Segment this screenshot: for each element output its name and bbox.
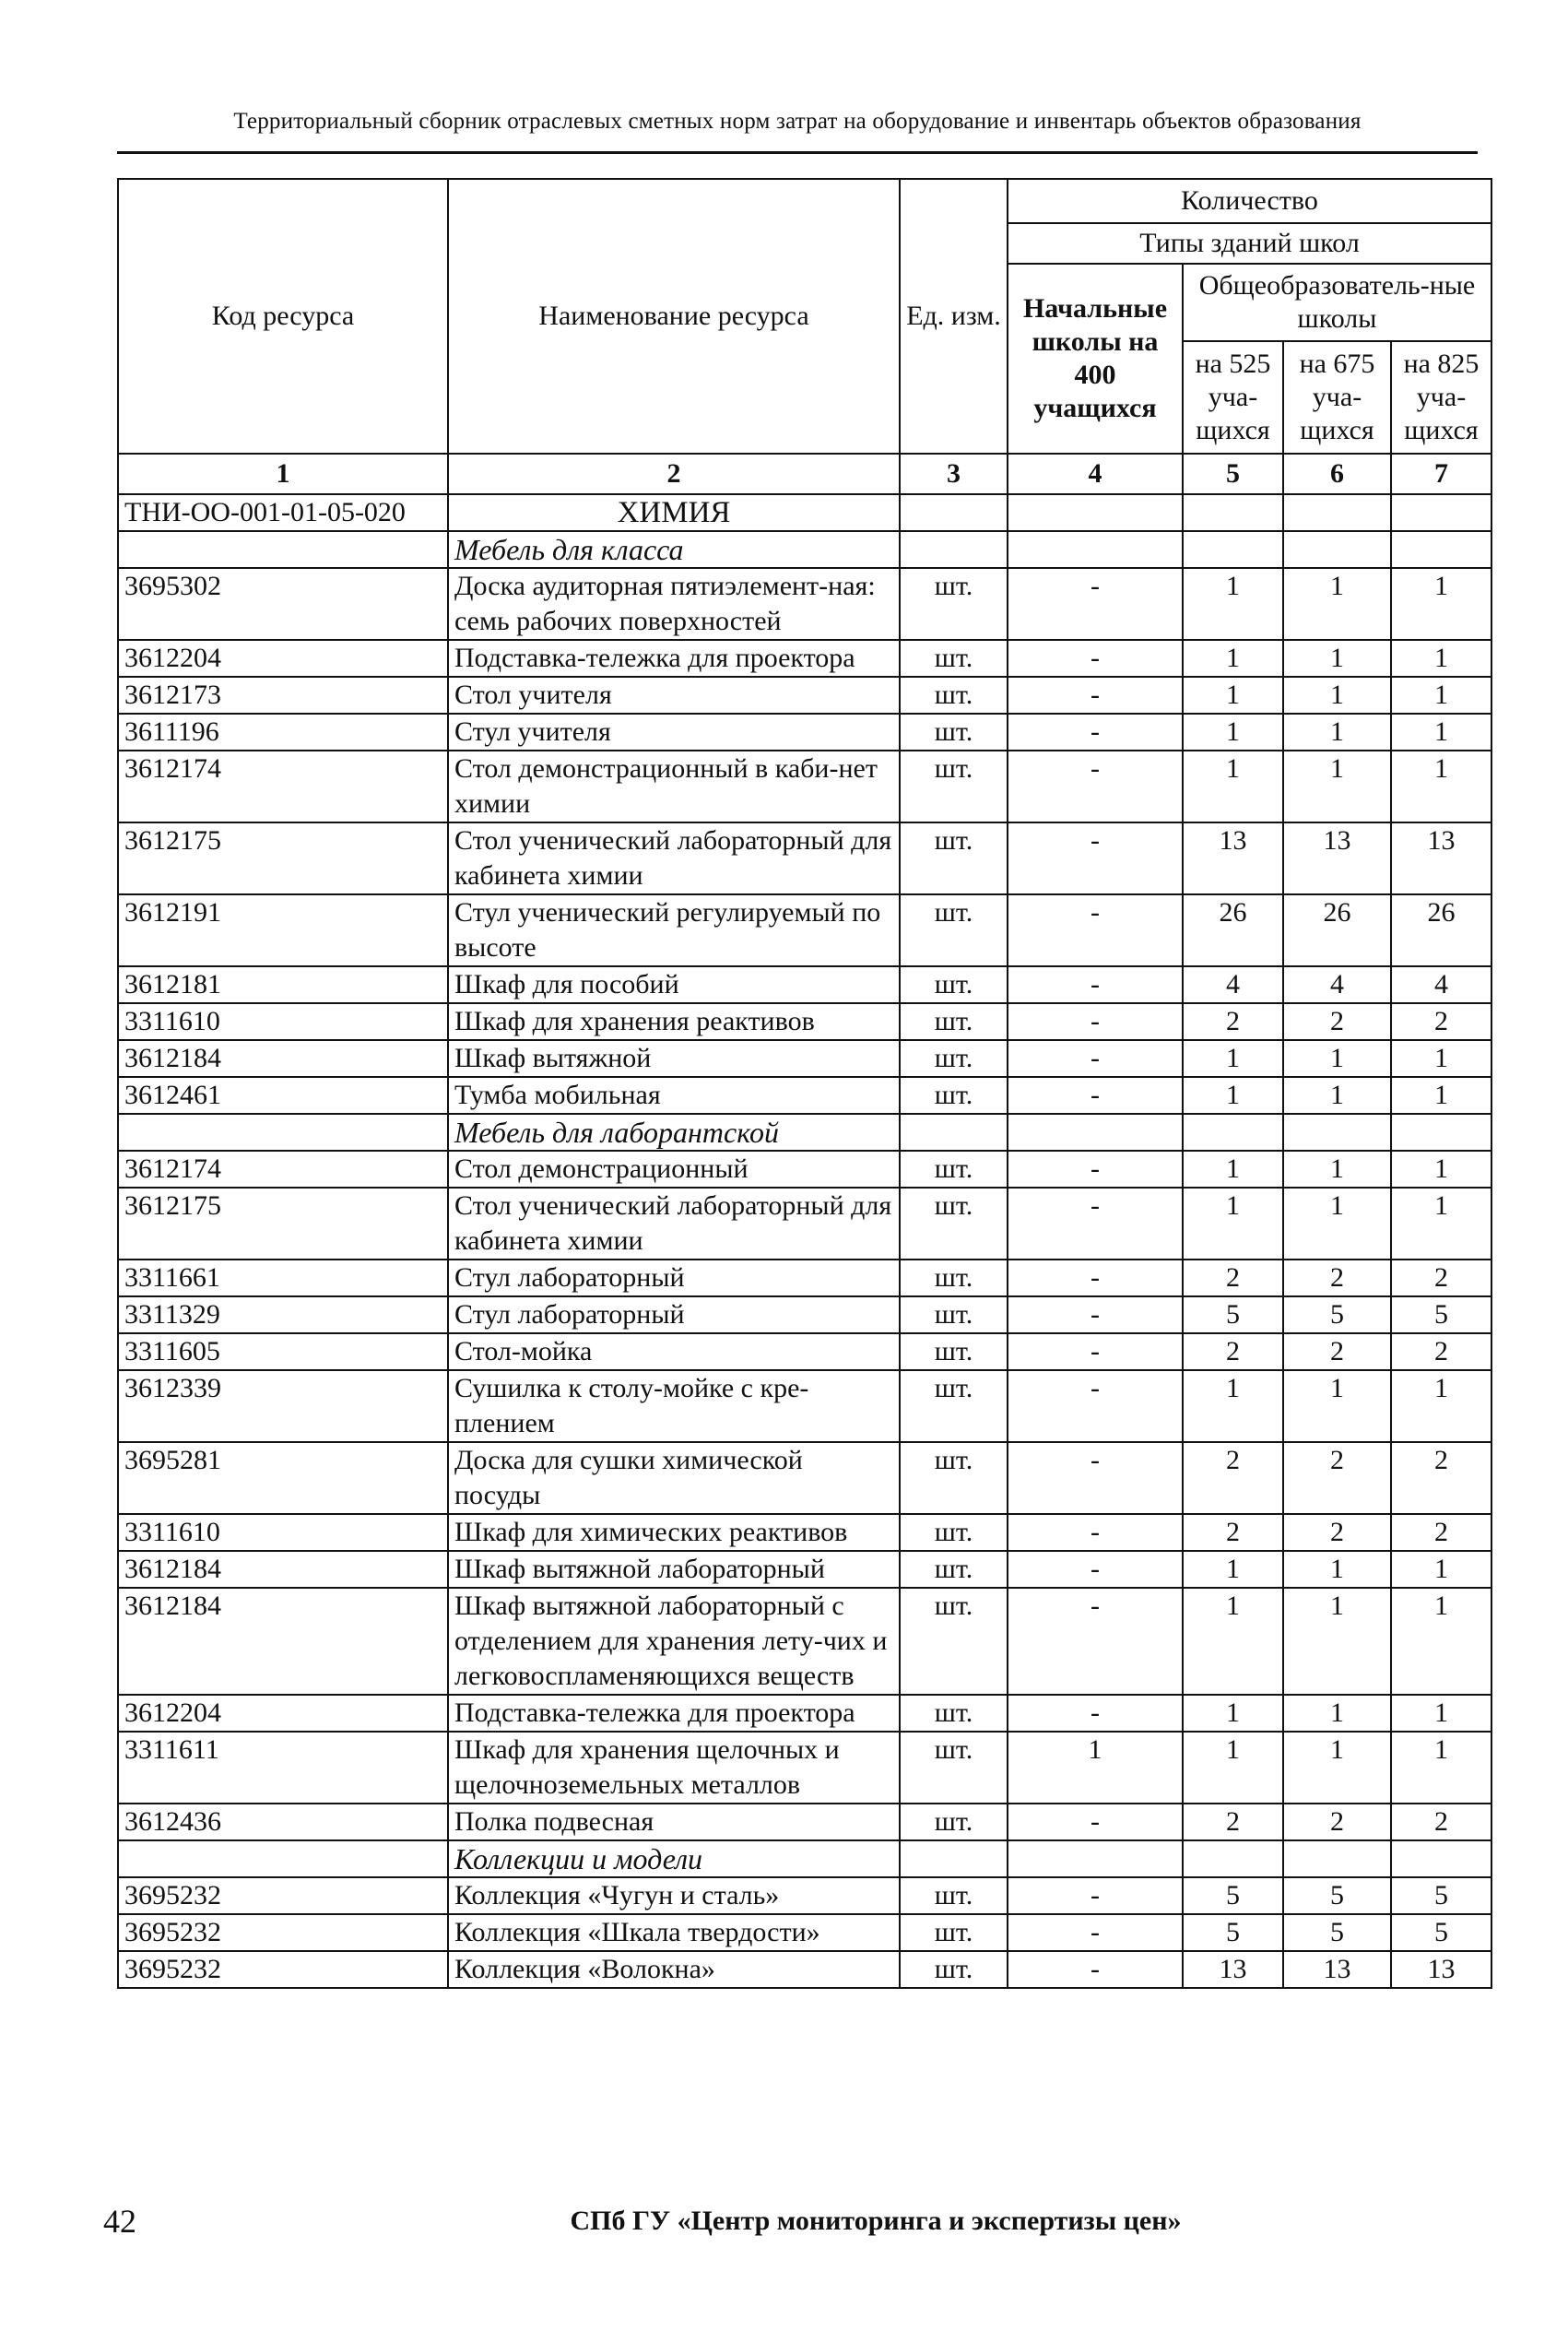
qty-675: 1	[1283, 640, 1391, 677]
footer-organization: СПб ГУ «Центр мониторинга и экспертизы цен»	[570, 2206, 1182, 2236]
qty-825: 2	[1391, 1442, 1491, 1514]
resource-code: 3311329	[118, 1296, 448, 1333]
resource-code: 3612181	[118, 966, 448, 1003]
qty-675: 1	[1283, 568, 1391, 640]
unit: шт.	[900, 1003, 1008, 1040]
qty-825: 5	[1391, 1877, 1491, 1914]
unit: шт.	[900, 1695, 1008, 1732]
unit: шт.	[900, 822, 1008, 894]
qty-825: 2	[1391, 1514, 1491, 1551]
resource-name: Коллекция «Чугун и сталь»	[448, 1877, 900, 1914]
qty-825: 1	[1391, 1077, 1491, 1114]
qty-675: 1	[1283, 677, 1391, 714]
qty-675: 2	[1283, 1514, 1391, 1551]
qty-primary-400: -	[1008, 1077, 1183, 1114]
qty-675: 5	[1283, 1914, 1391, 1951]
header-general-schools: Общеобразователь-ные школы	[1183, 264, 1491, 341]
qty-825: 1	[1391, 1370, 1491, 1442]
qty-primary-400: -	[1008, 1260, 1183, 1296]
resource-name: Доска для сушки химической посуды	[448, 1442, 900, 1514]
qty-675: 13	[1283, 822, 1391, 894]
unit: шт.	[900, 1951, 1008, 1988]
resource-name: Стол учителя	[448, 677, 900, 714]
qty-525: 13	[1183, 822, 1283, 894]
resource-code: 3612175	[118, 1188, 448, 1260]
table-row	[118, 1188, 1491, 1260]
qty-675: 4	[1283, 966, 1391, 1003]
qty-primary-400: 1	[1008, 1732, 1183, 1804]
qty-primary-400: -	[1008, 1442, 1183, 1514]
resource-code: 3612174	[118, 751, 448, 822]
resource-name: Стол демонстрационный в каби-нет химии	[448, 751, 900, 822]
unit: шт.	[900, 1442, 1008, 1514]
resource-name: Тумба мобильная	[448, 1077, 900, 1114]
unit: шт.	[900, 1296, 1008, 1333]
resource-name: Шкаф вытяжной лабораторный с отделением для хранения лету-чих и легковоспламеняющихся веществ	[448, 1588, 900, 1695]
resource-code: 3311610	[118, 1003, 448, 1040]
col-number: 7	[1391, 454, 1491, 494]
qty-primary-400: -	[1008, 1333, 1183, 1370]
resource-code: 3612184	[118, 1040, 448, 1077]
col-number: 6	[1283, 454, 1391, 494]
qty-675: 2	[1283, 1003, 1391, 1040]
qty-675: 1	[1283, 1077, 1391, 1114]
qty-primary-400: -	[1008, 1040, 1183, 1077]
col-number: 4	[1008, 454, 1183, 494]
section-row	[118, 494, 1491, 531]
qty-675: 13	[1283, 1951, 1391, 1988]
qty-primary-400: -	[1008, 894, 1183, 966]
resource-code: 3612174	[118, 1151, 448, 1188]
qty-primary-400: -	[1008, 714, 1183, 751]
qty-primary-400: -	[1008, 1914, 1183, 1951]
resource-code: 3612184	[118, 1588, 448, 1695]
qty-primary-400: -	[1008, 1804, 1183, 1840]
qty-675: 26	[1283, 894, 1391, 966]
resource-name: Шкаф для химических реактивов	[448, 1514, 900, 1551]
qty-825: 5	[1391, 1296, 1491, 1333]
qty-525: 1	[1183, 714, 1283, 751]
qty-525: 4	[1183, 966, 1283, 1003]
table-row	[118, 1588, 1491, 1695]
qty-675: 2	[1283, 1260, 1391, 1296]
table-row	[118, 822, 1491, 894]
qty-825: 1	[1391, 568, 1491, 640]
qty-675: 2	[1283, 1333, 1391, 1370]
resource-code: 3311611	[118, 1732, 448, 1804]
group-row	[118, 1840, 1491, 1877]
header-quantity: Количество	[1008, 179, 1491, 223]
qty-primary-400: -	[1008, 1003, 1183, 1040]
qty-675: 1	[1283, 1040, 1391, 1077]
table-row	[118, 568, 1491, 640]
qty-primary-400: -	[1008, 1514, 1183, 1551]
resource-name: Стул учителя	[448, 714, 900, 751]
qty-525: 1	[1183, 677, 1283, 714]
table-row	[118, 1003, 1491, 1040]
qty-525: 2	[1183, 1003, 1283, 1040]
unit: шт.	[900, 1151, 1008, 1188]
group-title: Коллекции и модели	[448, 1840, 900, 1877]
header-rule	[117, 151, 1478, 154]
resource-code: 3695232	[118, 1914, 448, 1951]
qty-825: 13	[1391, 1951, 1491, 1988]
qty-675: 1	[1283, 1732, 1391, 1804]
qty-primary-400: -	[1008, 1370, 1183, 1442]
qty-525: 5	[1183, 1877, 1283, 1914]
qty-primary-400: -	[1008, 1151, 1183, 1188]
table-row	[118, 640, 1491, 677]
unit: шт.	[900, 1804, 1008, 1840]
unit: шт.	[900, 1370, 1008, 1442]
table-row	[118, 1951, 1491, 1988]
resource-name: Стол ученический лабораторный для кабинета химии	[448, 822, 900, 894]
qty-525: 13	[1183, 1951, 1283, 1988]
qty-675: 5	[1283, 1877, 1391, 1914]
table-row	[118, 677, 1491, 714]
resource-code: 3695232	[118, 1877, 448, 1914]
resource-name: Стол-мойка	[448, 1333, 900, 1370]
qty-825: 1	[1391, 1551, 1491, 1588]
unit: шт.	[900, 894, 1008, 966]
header-unit: Ед. изм.	[900, 179, 1008, 454]
table-row	[118, 751, 1491, 822]
col-number: 1	[118, 454, 448, 494]
group-title: Мебель для класса	[448, 531, 900, 568]
table-row	[118, 1695, 1491, 1732]
qty-primary-400: -	[1008, 1188, 1183, 1260]
resource-code: 3612173	[118, 677, 448, 714]
resource-code: 3311610	[118, 1514, 448, 1551]
resource-name: Шкаф вытяжной	[448, 1040, 900, 1077]
col-number: 3	[900, 454, 1008, 494]
qty-525: 1	[1183, 1551, 1283, 1588]
table-row	[118, 1370, 1491, 1442]
qty-825: 1	[1391, 1732, 1491, 1804]
qty-825: 2	[1391, 1804, 1491, 1840]
table-row	[118, 1333, 1491, 1370]
unit: шт.	[900, 1732, 1008, 1804]
qty-525: 2	[1183, 1514, 1283, 1551]
qty-primary-400: -	[1008, 1951, 1183, 1988]
resource-name: Шкаф для пособий	[448, 966, 900, 1003]
col-number: 5	[1183, 454, 1283, 494]
qty-825: 1	[1391, 1151, 1491, 1188]
table-row	[118, 1040, 1491, 1077]
resource-name: Полка подвесная	[448, 1804, 900, 1840]
unit: шт.	[900, 966, 1008, 1003]
qty-525: 1	[1183, 1695, 1283, 1732]
unit: шт.	[900, 677, 1008, 714]
table-row	[118, 1514, 1491, 1551]
header-825: на 825 уча-щихся	[1391, 341, 1491, 454]
unit: шт.	[900, 1551, 1008, 1588]
qty-525: 1	[1183, 1370, 1283, 1442]
resource-code: 3695281	[118, 1442, 448, 1514]
table-row	[118, 714, 1491, 751]
qty-525: 1	[1183, 1732, 1283, 1804]
qty-primary-400: -	[1008, 568, 1183, 640]
col-number: 2	[448, 454, 900, 494]
unit: шт.	[900, 1077, 1008, 1114]
qty-675: 1	[1283, 1551, 1391, 1588]
qty-825: 2	[1391, 1003, 1491, 1040]
resource-name: Стол ученический лабораторный для кабинета химии	[448, 1188, 900, 1260]
qty-825: 1	[1391, 751, 1491, 822]
qty-825: 26	[1391, 894, 1491, 966]
qty-525: 2	[1183, 1442, 1283, 1514]
resource-code: 3612204	[118, 1695, 448, 1732]
table-row	[118, 1077, 1491, 1114]
qty-525: 1	[1183, 1040, 1283, 1077]
qty-825: 5	[1391, 1914, 1491, 1951]
qty-primary-400: -	[1008, 1551, 1183, 1588]
qty-primary-400: -	[1008, 1877, 1183, 1914]
resource-code: 3612339	[118, 1370, 448, 1442]
resource-name: Подставка-тележка для проектора	[448, 1695, 900, 1732]
resource-name: Шкаф для хранения реактивов	[448, 1003, 900, 1040]
table-row	[118, 1260, 1491, 1296]
qty-primary-400: -	[1008, 1588, 1183, 1695]
qty-primary-400: -	[1008, 640, 1183, 677]
qty-675: 2	[1283, 1442, 1391, 1514]
page-number: 42	[103, 2203, 136, 2240]
resource-code: 3611196	[118, 714, 448, 751]
group-title: Мебель для лаборантской	[448, 1114, 900, 1151]
qty-825: 1	[1391, 1188, 1491, 1260]
qty-675: 1	[1283, 714, 1391, 751]
table-row	[118, 1551, 1491, 1588]
resource-name: Стул лабораторный	[448, 1260, 900, 1296]
header-building-types: Типы зданий школ	[1008, 223, 1491, 264]
qty-825: 13	[1391, 822, 1491, 894]
unit: шт.	[900, 1877, 1008, 1914]
resource-name: Стол демонстрационный	[448, 1151, 900, 1188]
qty-675: 1	[1283, 1695, 1391, 1732]
qty-825: 2	[1391, 1260, 1491, 1296]
unit: шт.	[900, 568, 1008, 640]
unit: шт.	[900, 1514, 1008, 1551]
resource-name: Коллекция «Волокна»	[448, 1951, 900, 1988]
table-row	[118, 1296, 1491, 1333]
qty-primary-400: -	[1008, 822, 1183, 894]
table-row	[118, 1804, 1491, 1840]
section-title: ХИМИЯ	[448, 494, 900, 531]
qty-525: 5	[1183, 1914, 1283, 1951]
resource-code: 3695232	[118, 1951, 448, 1988]
resource-code: 3612184	[118, 1551, 448, 1588]
unit: шт.	[900, 751, 1008, 822]
qty-675: 1	[1283, 1588, 1391, 1695]
resource-name: Сушилка к столу-мойке с кре-плением	[448, 1370, 900, 1442]
header-code: Код ресурса	[118, 179, 448, 454]
qty-525: 2	[1183, 1333, 1283, 1370]
qty-825: 1	[1391, 677, 1491, 714]
table-row	[118, 1914, 1491, 1951]
header-name: Наименование ресурса	[448, 179, 900, 454]
resource-name: Подставка-тележка для проектора	[448, 640, 900, 677]
group-row	[118, 531, 1491, 568]
table-row	[118, 1151, 1491, 1188]
resource-code: 3612204	[118, 640, 448, 677]
qty-primary-400: -	[1008, 966, 1183, 1003]
qty-525: 5	[1183, 1296, 1283, 1333]
unit: шт.	[900, 1333, 1008, 1370]
qty-675: 2	[1283, 1804, 1391, 1840]
qty-primary-400: -	[1008, 1695, 1183, 1732]
resource-name: Коллекция «Шкала твердости»	[448, 1914, 900, 1951]
qty-825: 1	[1391, 1588, 1491, 1695]
qty-525: 2	[1183, 1260, 1283, 1296]
table-row	[118, 1442, 1491, 1514]
qty-825: 1	[1391, 1040, 1491, 1077]
qty-primary-400: -	[1008, 1296, 1183, 1333]
resource-code: 3612436	[118, 1804, 448, 1840]
unit: шт.	[900, 714, 1008, 751]
header-525: на 525 уча-щихся	[1183, 341, 1283, 454]
qty-525: 2	[1183, 1804, 1283, 1840]
header-primary-schools: Начальные школы на 400 учащихся	[1008, 264, 1183, 454]
unit: шт.	[900, 640, 1008, 677]
unit: шт.	[900, 1914, 1008, 1951]
table-row	[118, 1877, 1491, 1914]
qty-primary-400: -	[1008, 677, 1183, 714]
qty-675: 1	[1283, 751, 1391, 822]
resource-code: 3311605	[118, 1333, 448, 1370]
resource-code: 3311661	[118, 1260, 448, 1296]
unit: шт.	[900, 1188, 1008, 1260]
qty-525: 1	[1183, 1588, 1283, 1695]
qty-675: 1	[1283, 1370, 1391, 1442]
column-number-row	[118, 454, 1491, 494]
resource-code: 3612175	[118, 822, 448, 894]
qty-525: 1	[1183, 751, 1283, 822]
qty-825: 2	[1391, 1333, 1491, 1370]
table-row	[118, 894, 1491, 966]
running-header: Территориальный сборник отраслевых сметных норм затрат на оборудование и инвентарь объектов образования	[233, 109, 1362, 134]
qty-825: 1	[1391, 1695, 1491, 1732]
table-row	[118, 1732, 1491, 1804]
unit: шт.	[900, 1260, 1008, 1296]
resource-name: Шкаф для хранения щелочных и щелочноземельных металлов	[448, 1732, 900, 1804]
group-row	[118, 1114, 1491, 1151]
qty-525: 26	[1183, 894, 1283, 966]
resource-name: Стул лабораторный	[448, 1296, 900, 1333]
resource-table	[117, 178, 1492, 1989]
resource-code: 3612191	[118, 894, 448, 966]
resource-code: 3695302	[118, 568, 448, 640]
unit: шт.	[900, 1040, 1008, 1077]
table-row	[118, 966, 1491, 1003]
qty-675: 1	[1283, 1188, 1391, 1260]
qty-675: 5	[1283, 1296, 1391, 1333]
unit: шт.	[900, 1588, 1008, 1695]
qty-525: 1	[1183, 568, 1283, 640]
resource-name: Доска аудиторная пятиэлемент-ная: семь рабочих поверхностей	[448, 568, 900, 640]
resource-code: 3612461	[118, 1077, 448, 1114]
qty-825: 1	[1391, 714, 1491, 751]
qty-primary-400: -	[1008, 751, 1183, 822]
header-675: на 675 уча-щихся	[1283, 341, 1391, 454]
qty-675: 1	[1283, 1151, 1391, 1188]
qty-525: 1	[1183, 640, 1283, 677]
resource-name: Шкаф вытяжной лабораторный	[448, 1551, 900, 1588]
section-code: ТНИ-ОО-001-01-05-020	[118, 494, 448, 531]
qty-825: 1	[1391, 640, 1491, 677]
qty-825: 4	[1391, 966, 1491, 1003]
resource-name: Стул ученический регулируемый по высоте	[448, 894, 900, 966]
qty-525: 1	[1183, 1151, 1283, 1188]
qty-525: 1	[1183, 1077, 1283, 1114]
qty-525: 1	[1183, 1188, 1283, 1260]
